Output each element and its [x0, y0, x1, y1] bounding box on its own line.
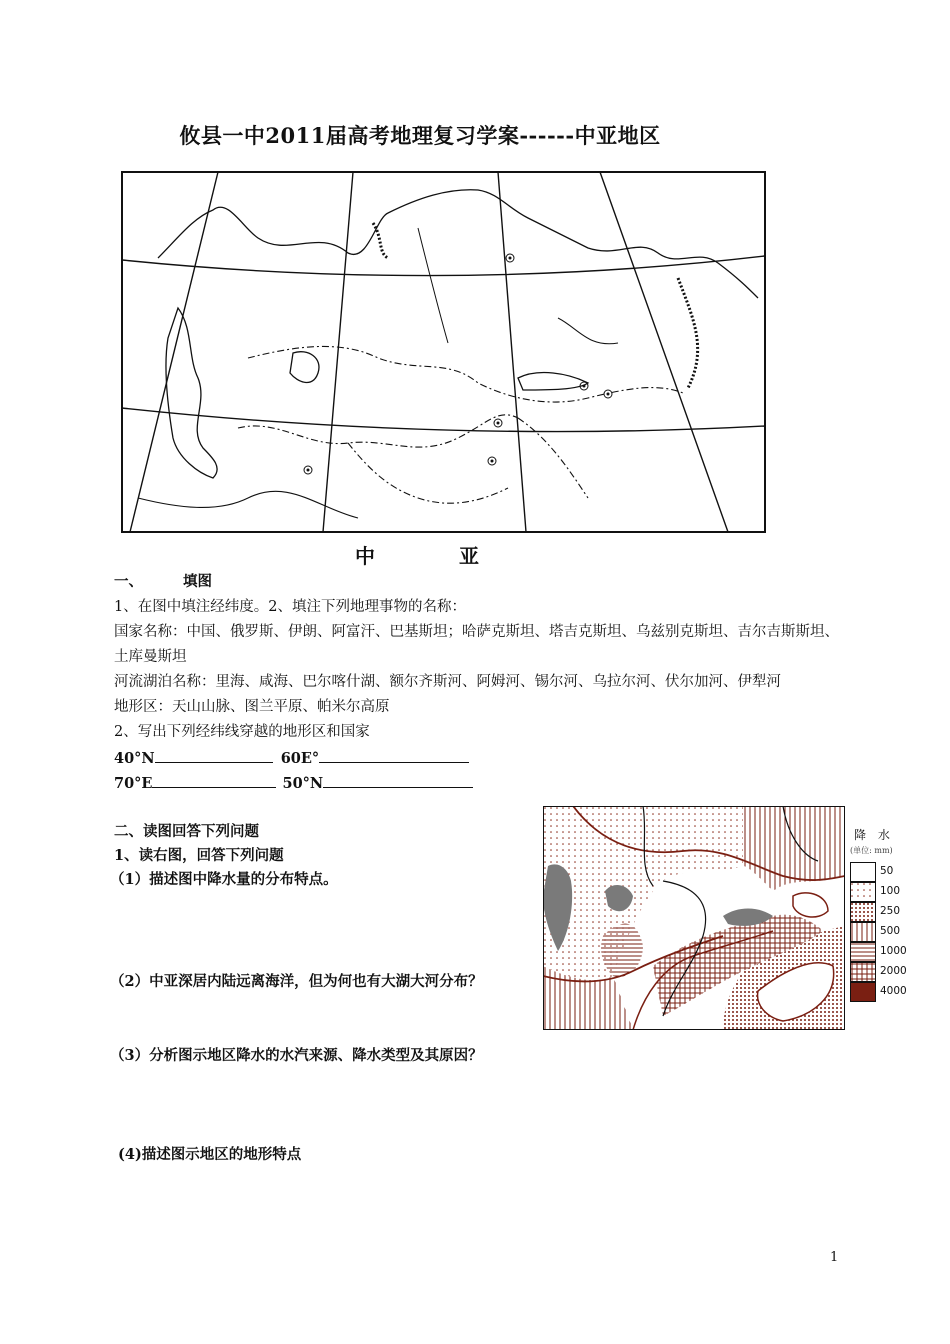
- lat-40n-label: 40°N: [114, 750, 155, 767]
- country-names: 国家名称：中国、俄罗斯、伊朗、阿富汗、巴基斯坦；哈萨克斯坦、塔吉克斯坦、乌兹别克斯坦、吉尔吉斯斯坦、土库曼斯坦: [114, 624, 839, 665]
- lon-60e-label: 60E°: [280, 750, 320, 767]
- legend-label: 1000: [880, 945, 907, 957]
- legend-swatch-100: [850, 882, 876, 902]
- lat-50n-answer-blank[interactable]: [323, 772, 473, 788]
- legend-row: [848, 922, 900, 942]
- legend-label: 100: [880, 885, 901, 897]
- lat-50n-label: 50°N: [282, 775, 324, 792]
- coordinate-row-2: [114, 772, 473, 794]
- legend-label: 250: [880, 905, 901, 917]
- map-caption-right: 亚: [459, 544, 479, 568]
- legend-swatch-4000: [850, 982, 876, 1002]
- map-caption-left: 中: [355, 544, 375, 568]
- question-3: （3）分析图示地区降水的水汽来源、降水类型及其原因？: [110, 1047, 483, 1064]
- central-asia-outline-map: [118, 168, 770, 536]
- legend-swatch-2000: [850, 962, 876, 982]
- section1-heading-number: 一、: [114, 573, 143, 590]
- legend-swatch-250: [850, 902, 876, 922]
- lon-70e-label: 70°E: [114, 775, 153, 792]
- legend-unit: (单位: mm): [850, 846, 893, 855]
- lon-70e-answer-blank[interactable]: [152, 772, 276, 788]
- precipitation-map: [543, 806, 845, 1030]
- page-number: 1: [830, 1250, 839, 1265]
- section2-heading: 二、读图回答下列问题: [114, 823, 259, 840]
- lat-40n-answer-blank[interactable]: [155, 747, 273, 763]
- lon-60e-answer-blank[interactable]: [319, 747, 469, 763]
- legend-row: [848, 882, 900, 902]
- legend-row: [848, 982, 907, 1002]
- section1-heading: [114, 572, 212, 592]
- legend-row: [848, 862, 900, 882]
- legend-swatch-50: [850, 862, 876, 882]
- legend-swatch-500: [850, 922, 876, 942]
- legend-row: [848, 902, 900, 922]
- instruction-line-1: 1、在图中填注经纬度。2、填注下列地理事物的名称：: [114, 599, 466, 615]
- legend-row: [848, 942, 907, 962]
- legend-label: 2000: [880, 965, 907, 977]
- question-1: （1）描述图中降水量的分布特点。: [110, 871, 338, 888]
- legend-title: 降 水: [854, 828, 894, 842]
- legend-swatch-1000: [850, 942, 876, 962]
- question-2: （2）中亚深居内陆远离海洋，但为何也有大湖大河分布？: [110, 973, 483, 990]
- section2-subheading: 1、读右图，回答下列问题: [114, 847, 284, 864]
- river-lake-names: 河流湖泊名称：里海、咸海、巴尔喀什湖、额尔齐斯河、阿姆河、锡尔河、乌拉尔河、伏尔加河、伊犁河: [114, 674, 781, 690]
- page-title: 攸县一中2011届高考地理复习学案------中亚地区: [179, 123, 661, 148]
- legend-label: 500: [880, 925, 901, 937]
- precipitation-legend: [848, 826, 907, 1002]
- landform-names: 地形区：天山山脉、图兰平原、帕米尔高原: [114, 699, 390, 715]
- instruction-line-2: 2、写出下列经纬线穿越的地形区和国家: [114, 724, 370, 740]
- question-4: (4)描述图示地区的地形特点: [118, 1146, 302, 1163]
- section1-heading-text: 填图: [183, 573, 212, 590]
- legend-label: 4000: [880, 985, 907, 997]
- legend-row: [848, 962, 907, 982]
- legend-label: 50: [880, 865, 894, 877]
- coordinate-row-1: [114, 747, 469, 769]
- map-caption: [355, 540, 479, 569]
